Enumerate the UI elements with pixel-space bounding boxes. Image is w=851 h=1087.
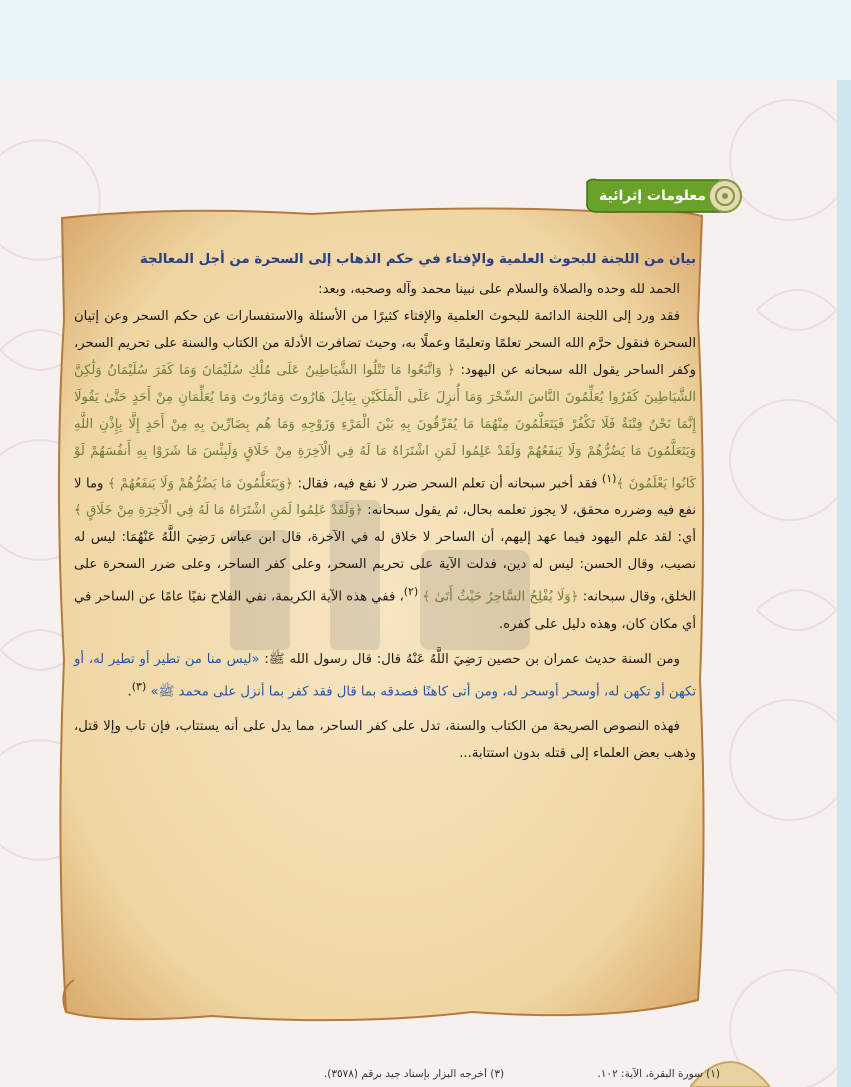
paragraph-intro: الحمد لله وحده والصلاة والسلام على نبينا محمد وآله وصحبه، وبعد: — [318, 282, 680, 297]
text-segment: فقد أخبر سبحانه أن تعلم السحر ضرر لا نفع فيه، فقال: — [293, 476, 602, 492]
text-segment: . — [127, 684, 132, 700]
paragraph-hadith — [74, 646, 696, 705]
article-heading: بيان من اللجنة للبحوث العلمية والإفتاء في حكم الذهاب إلى السحرة من أجل المعالجة — [139, 252, 696, 267]
text-segment: أي: لقد علم اليهود فيما عهد إليهم، أن الساحر لا خلاق له في الآخرة، قال ابن عباس رَضِيَ اللَّهُ عَنْهُمَا: ليس له نصيب، وقال الحسن: ليس له دين، فدلت الآية على تحريم السحر، وعلى كفر الساحر، وعلى ضرر السحرة على الخلق، وقال سبحانه: — [74, 530, 697, 605]
text-segment: ، ففي هذه الآية الكريمة، نفي الفلاح نفيًا عامًا عن الساحر في أي مكان كان، وهذه دليل على كفره. — [74, 589, 696, 632]
footnotes — [200, 1068, 720, 1087]
footnote-ref: (٣) — [131, 679, 147, 693]
quran-verse: ﴿وَلَا يُفْلِحُ السَّاحِرُ حَيْثُ أَتَىٰ ﴾ — [422, 589, 579, 605]
quran-verse: ﴿ وَاتَّبَعُوا مَا تَتْلُوا الشَّيَاطِينُ عَلَى مُلْكِ سُلَيْمَانَ وَمَا كَفَرَ سُلَيْمَانُ وَلَٰكِنَّ الشَّيَاطِينَ كَفَرُوا يُعَلِّمُونَ النَّاسَ السِّحْرَ وَمَا أُنزِلَ عَلَى الْمَلَكَيْنِ بِبَابِلَ هَارُوتَ وَمَارُوتَ وَمَا يُعَلِّمَانِ مِنْ أَحَدٍ حَتَّىٰ يَقُولَا إِنَّمَا نَحْنُ فِتْنَةٌ فَلَا تَكْفُرْ فَيَتَعَلَّمُونَ مِنْهُمَا مَا يُفَرِّقُونَ بِهِ بَيْنَ الْمَرْءِ وَزَوْجِهِ وَمَا هُم بِضَارِّينَ بِهِ مِنْ أَحَدٍ إِلَّا بِإِذْنِ اللَّهِ وَيَتَعَلَّمُونَ مَا يَضُرُّهُمْ وَلَا يَنفَعُهُمْ وَلَقَدْ عَلِمُوا لَمَنِ اشْتَرَاهُ مَا لَهُ فِي الْآخِرَةِ مِنْ خَلَاقٍ وَلَبِئْسَ مَا شَرَوْا بِهِ أَنفُسَهُمْ لَوْ كَانُوا يَعْلَمُونَ ﴾ — [74, 363, 696, 492]
hadith-text: «ليس منا من تطير أو تطير له، أو تكهن أو تكهن له، أوسحر أوسحر له، ومن أتى كاهنًا فصدقه بما قال فقد كفر بما أنزل على محمد ﷺ» — [74, 651, 696, 700]
badge-label: معلومات إثرائية — [599, 188, 706, 204]
paragraph-conclusion: فهذه النصوص الصريحة من الكتاب والسنة، تدل على كفر الساحر، مما يدل على أنه يستتاب، فإن تاب وإلا قتل، وذهب بعض العلماء إلى قتله بدون استتابة... — [74, 719, 696, 762]
rosette-icon — [709, 180, 741, 212]
text-segment: ومن السنة حديث عمران بن حصين رَضِيَ اللَّهُ عَنْهُ قال: قال رسول الله ﷺ: — [259, 651, 680, 667]
text-segment: فقد ورد إلى اللجنة الدائمة للبحوث العلمية والإفتاء كثيرًا من الأسئلة والاستفسارات عن حكم السحر وعن إتيان السحرة فنقول حرَّم الله السحر تعلمًا وتعليمًا وعملًا به، وحيث تضافرت الأدلة من الكتاب والسنة على تحريم السحر، وكفر الساحر يقول الله سبحانه عن اليهود: — [74, 309, 696, 378]
paragraph-main — [74, 303, 696, 638]
footnote-ref: (١) — [601, 472, 617, 485]
footnote-1: (١) سورة البقرة، الآية: ١٠٢. — [597, 1068, 720, 1080]
quran-verse: ﴿وَلَقَدْ عَلِمُوا لَمَنِ اشْتَرَاهُ مَا لَهُ فِي الْآخِرَةِ مِنْ خَلَاقٍ ﴾ — [74, 503, 363, 519]
article-body — [74, 248, 696, 767]
footnote-ref: (٢) — [403, 585, 419, 599]
text-segment: وما لا نفع فيه وضرره محقق، لا يجوز تعلمه بحال، ثم يقول سبحانه: — [74, 476, 697, 519]
page-edge-strip — [837, 80, 851, 1087]
quran-verse: ﴿وَيَتَعَلَّمُونَ مَا يَضُرُّهُمْ وَلَا يَنفَعُهُمْ ﴾ — [107, 476, 294, 492]
top-band — [0, 0, 851, 80]
footnote-3: (٣) أخرجه البزار بإسناد جيد برقم (٣٥٧٨). — [323, 1068, 505, 1080]
